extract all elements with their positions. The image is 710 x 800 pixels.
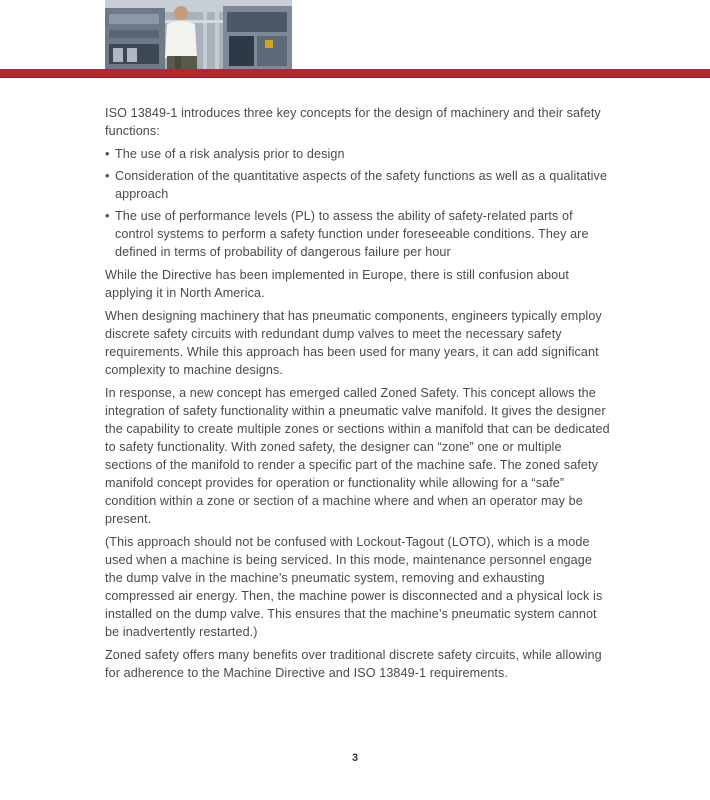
list-item-text: Consideration of the quantitative aspects of the safety functions as well as a qualitative approach xyxy=(115,169,608,201)
list-item-text: The use of performance levels (PL) to assess the ability of safety-related parts of control systems to perform a safety function under foreseeable conditions. They are defined in terms of probability of dangerous failure per hour xyxy=(115,209,589,259)
intro-paragraph: ISO 13849-1 introduces three key concepts for the design of machinery and their safety functions: xyxy=(105,106,601,138)
list-item xyxy=(105,207,610,261)
header-accent-bar xyxy=(0,69,710,78)
body-paragraph: When designing machinery that has pneumatic components, engineers typically employ discrete safety circuits with redundant dump valves to meet the necessary safety requirements. While this approach has been used for many years, it can add significant complexity to machine designs. xyxy=(105,309,602,377)
body-paragraph: In response, a new concept has emerged called Zoned Safety. This concept allows the integration of safety functionality within a pneumatic valve manifold. It gives the designer the capability to create multiple zones or sections within a manifold that can be dedicated to safety functionality. With zoned safety, the designer can “zone” one or multiple sections of the manifold to render a specific part of the machine safe. The zoned safety manifold concept provides for operation or functionality while allowing for a “safe” condition within a zone or section of a machine where and when an operator may be present. xyxy=(105,386,610,526)
concept-list xyxy=(105,145,610,261)
article-body xyxy=(105,104,610,687)
page-number: 3 xyxy=(351,752,359,764)
factory-worker-photo-icon xyxy=(105,0,292,69)
body-paragraph: Zoned safety offers many benefits over traditional discrete safety circuits, while allowing for adherence to the Machine Directive and ISO 13849-1 requirements. xyxy=(105,648,602,680)
body-paragraph: While the Directive has been implemented in Europe, there is still confusion about applying it in North America. xyxy=(105,268,569,300)
body-paragraph: (This approach should not be confused with Lockout-Tagout (LOTO), which is a mode used when a machine is being serviced. In this mode, maintenance personnel engage the dump valve in the machine’s pneumatic system, removing and exhausting compressed air energy. Then, the machine power is disconnected and a physical lock is installed on the dump valve. This ensures that the machine’s pneumatic system cannot be inadvertently restarted.) xyxy=(105,535,603,639)
bullet-icon: • xyxy=(105,169,110,183)
header-photo xyxy=(105,0,292,69)
list-item xyxy=(105,145,610,163)
list-item-text: The use of a risk analysis prior to design xyxy=(115,147,345,161)
bullet-icon: • xyxy=(105,209,110,223)
bullet-icon: • xyxy=(105,147,110,161)
list-item xyxy=(105,167,610,203)
